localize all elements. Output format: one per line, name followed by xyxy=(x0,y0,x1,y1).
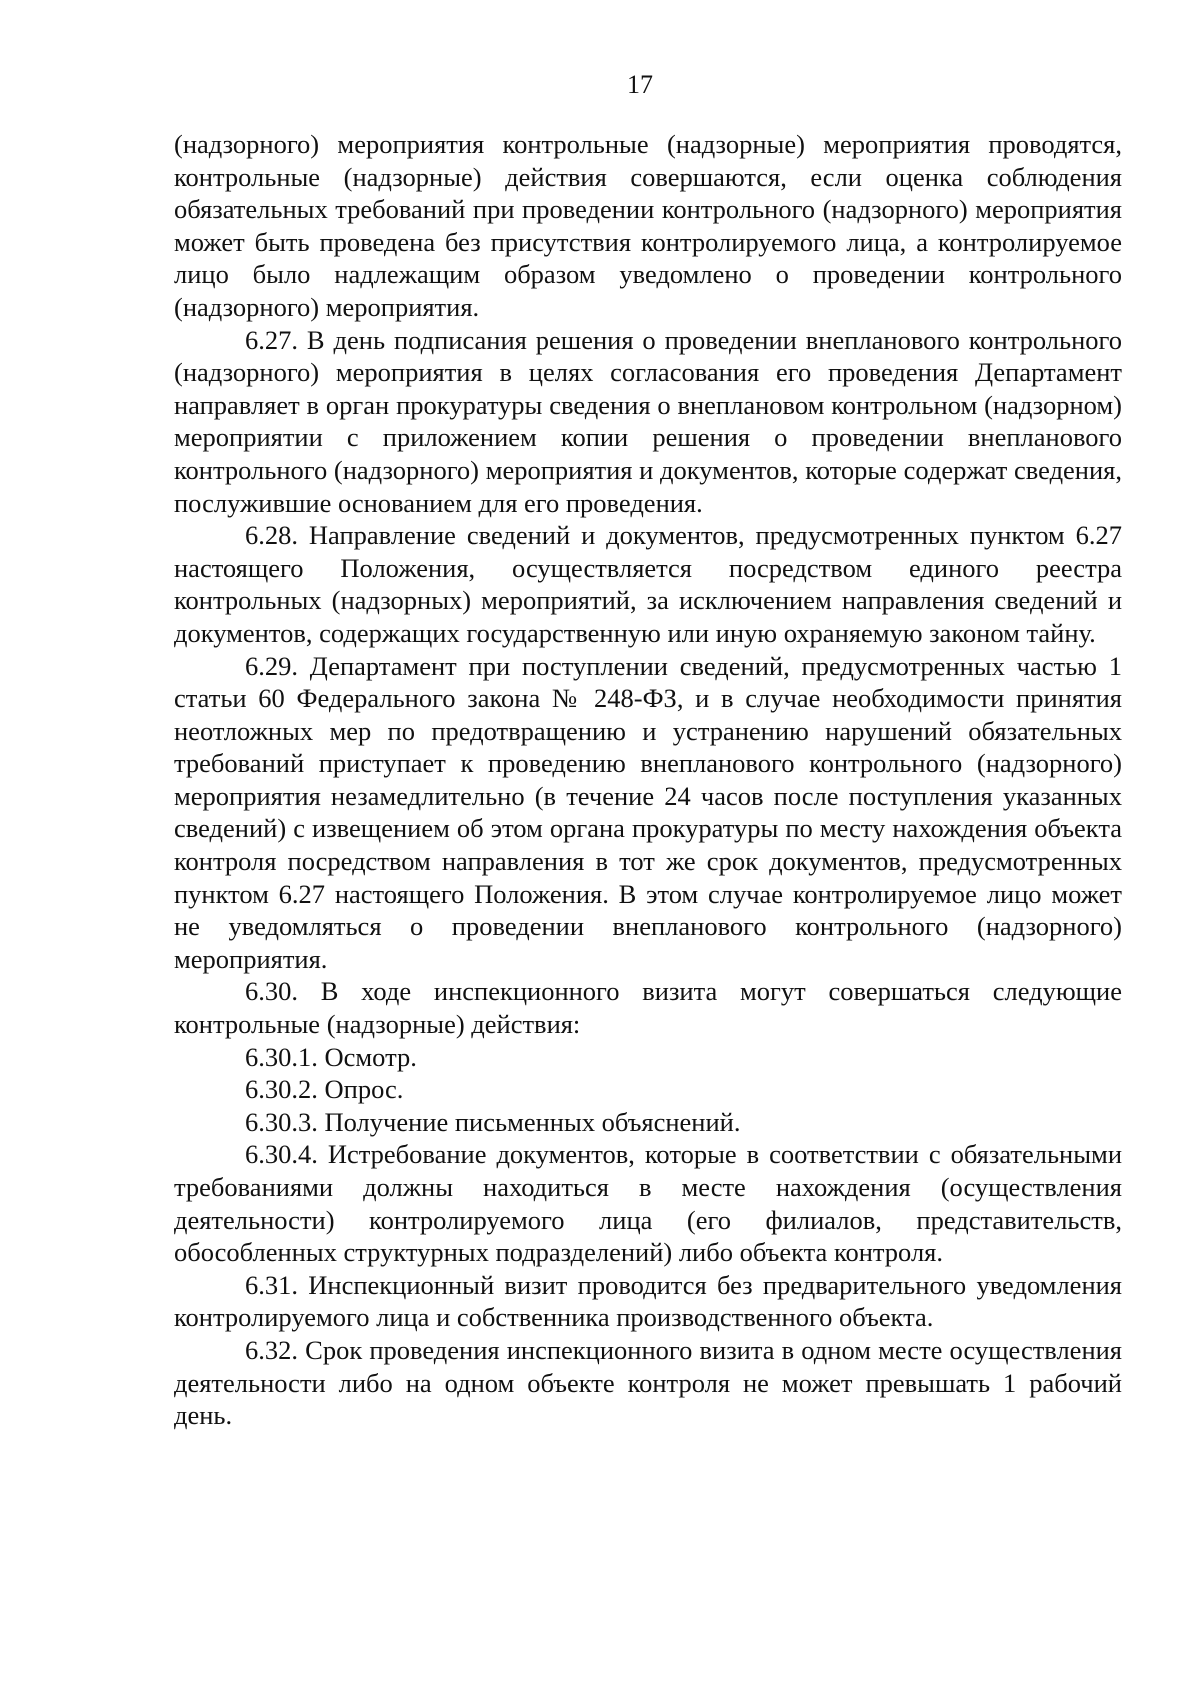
paragraph-6-28: 6.28. Направление сведений и документов, предусмотренных пунктом 6.27 настоящего Положения, осуществляется посредством единого реестра контрольных (надзорных) мероприятий, за исключением направления сведений и документов, содержащих государственную или иную охраняемую законом тайну. xyxy=(174,520,1122,648)
paragraph-continuation: (надзорного) мероприятия контрольные (надзорные) мероприятия проводятся, контрольные (надзорные) действия совершаются, если оценка соблюдения обязательных требований при проведении контрольного (надзорного) мероприятия может быть проведена без присутствия контролируемого лица, а контролируемое лицо было надлежащим образом уведомлено о проведении контрольного (надзорного) мероприятия. xyxy=(174,129,1122,322)
paragraph-6-31: 6.31. Инспекционный визит проводится без предварительного уведомления контролируемого лица и собственника производственного объекта. xyxy=(174,1269,1122,1333)
paragraph-6-30-3: 6.30.3. Получение письменных объяснений. xyxy=(245,1106,741,1137)
paragraph-6-32: 6.32. Срок проведения инспекционного визита в одном месте осуществления деятельности либо на одном объекте контроля не может превышать 1 рабочий день. xyxy=(174,1334,1122,1431)
paragraph-6-30: 6.30. В ходе инспекционного визита могут совершаться следующие контрольные (надзорные) действия: xyxy=(174,976,1122,1040)
paragraph-6-29: 6.29. Департамент при поступлении сведений, предусмотренных частью 1 статьи 60 Федерального закона № 248-ФЗ, и в случае необходимости принятия неотложных мер по предотвращению и устранению нарушений обязательных требований приступает к проведению внепланового контрольного (надзорного) мероприятия незамедлительно (в течение 24 часов после поступления указанных сведений) с извещением об этом органа прокуратуры по месту нахождения объекта контроля посредством направления в тот же срок документов, предусмотренных пунктом 6.27 настоящего Положения. В этом случае контролируемое лицо может не уведомляться о проведении внепланового контрольного (надзорного) мероприятия. xyxy=(174,650,1122,974)
paragraph-6-30-1: 6.30.1. Осмотр. xyxy=(245,1041,417,1072)
paragraph-6-27: 6.27. В день подписания решения о проведении внепланового контрольного (надзорного) мероприятия в целях согласования его проведения Департамент направляет в орган прокуратуры сведения о внеплановом контрольном (надзорном) мероприятии с приложением копии решения о проведении внепланового контрольного (надзорного) мероприятия и документов, которые содержат сведения, послужившие основанием для его проведения. xyxy=(174,324,1122,518)
paragraph-6-30-4: 6.30.4. Истребование документов, которые в соответствии с обязательными требованиями должны находиться в месте нахождения (осуществления деятельности) контролируемого лица (его филиалов, представительств, обособленных структурных подразделений) либо объекта контроля. xyxy=(174,1139,1122,1268)
paragraph-6-30-2: 6.30.2. Опрос. xyxy=(245,1074,404,1105)
page-number: 17 xyxy=(627,70,653,99)
document-body xyxy=(174,128,1122,1432)
